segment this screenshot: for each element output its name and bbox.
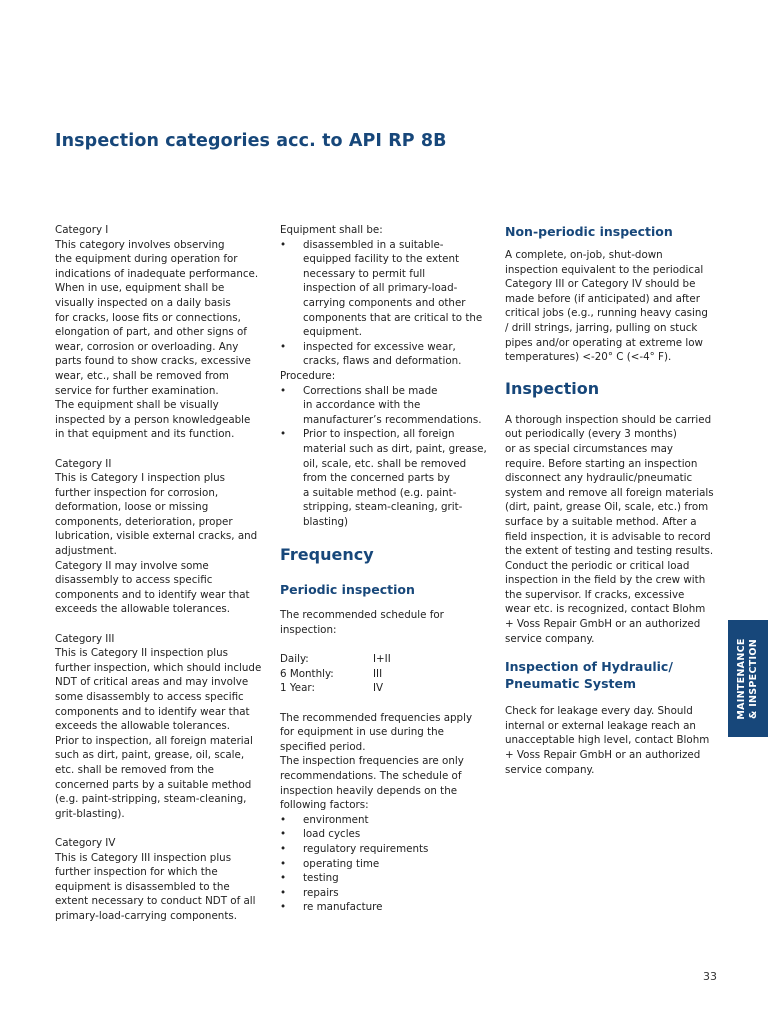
bullet-icon: • [280,842,287,855]
column-categories [55,223,270,924]
page-number: 33 [703,970,717,983]
category-4-label: Category IV [55,836,116,849]
bullet-icon: • [280,813,287,826]
list-item: • testing [280,872,339,885]
section-tab [728,620,768,737]
list-item: • re manufacture [280,901,383,914]
non-periodic-text: A complete, on-job, shut-down inspection equivalent to the periodical Category III or Category IV should be made before (if anticipated) and after critical jobs (e.g., running heavy casing / drill strings, jarring, pulling on stuck pipes and/or operating at extreme low temperatures) <-20° C (<-4° F). [505,249,708,364]
bullet-icon: • [280,828,287,841]
periodic-inspection-heading: Periodic inspection [280,582,415,598]
procedure-list [280,384,495,530]
page-title: Inspection categories acc. to API RP 8B [55,131,447,151]
category-3-label: Category III [55,632,115,645]
category-1-label: Category I [55,224,109,236]
periodic-intro: The recommended schedule for inspection: [280,609,444,637]
inspection-text: A thorough inspection should be carried out periodically (every 3 months) or as special circumstances may require. Before starting an inspection disconnect any hydraulic/pneumatic system and remove all foreign materials (dirt, paint, grease Oil, scale, etc.) from surface by a suitable method. After a field inspection, it is advisable to record the extent of testing and testing results. Conduct the periodic or critical load inspection in the field by the crew with the supervisor. If cracks, excessive wear etc. is recognized, contact Blohm + Voss Repair GmbH or an authorized service company. [505,413,714,645]
list-item: • repairs [280,886,339,899]
procedure-label: Procedure: [280,369,336,382]
column-inspection [505,223,720,777]
schedule-row: Daily: I+II [280,653,391,666]
non-periodic-heading: Non-periodic inspection [505,224,673,239]
frequency-heading: Frequency [280,545,374,565]
list-item: • operating time [280,857,380,870]
equipment-list [280,238,495,369]
list-item: • environment [280,813,369,826]
category-3-text: This is Category II inspection plus further inspection, which should include NDT of critical areas and may involve some disassembly to access specific components and to identify wear that exceeds the allowable tolerances. Prior to inspection, all foreign material such as dirt, paint, grease, oil, scale, etc. shall be removed from the concerned parts by a suitable method (e.g. paint-stripping, steam-cleaning, grit-blasting). [55,647,262,820]
bullet-icon: • [280,238,287,251]
schedule-row: 1 Year: IV [280,682,384,695]
hydraulic-heading: Inspection of Hydraulic/ Pneumatic System [505,659,673,692]
bullet-icon: • [280,872,287,885]
equipment-intro: Equipment shall be: [280,224,383,236]
bullet-icon: • [280,428,287,441]
list-item: • load cycles [280,828,361,841]
factors-list [280,813,495,915]
category-2-label: Category II [55,457,112,470]
bullet-icon: • [280,340,287,353]
schedule-row: 6 Monthly: III [280,667,383,680]
hydraulic-text: Check for leakage every day. Should internal or external leakage reach an unacceptable high level, contact Blohm + Voss Repair GmbH or an authorized service company. [505,705,710,776]
category-4-text: This is Category III inspection plus further inspection for which the equipment is disassembled to the extent necessary to conduct NDT of all primary-load-carrying components. [55,851,256,922]
list-item: • disassembled in a suitable- equipped facility to the extent necessary to permit full inspection of all primary-load- carrying components and other components that are critical to the equipment. [280,238,483,339]
inspection-heading: Inspection [505,378,600,398]
column-frequency [280,223,495,915]
bullet-icon: • [280,857,287,870]
category-2-text: This is Category I inspection plus further inspection for corrosion, deformation, loose or missing components, deterioration, proper lubrication, visible external cracks, and adjustment. Category II may involve some disassembly to access specific components and to identify wear that exceeds the allowable tolerances. [55,472,258,616]
bullet-icon: • [280,384,287,397]
category-1-text: This category involves observing the equipment during operation for indications of inadequate performance. When in use, equipment shall be visually inspected on a daily basis for cracks, loose fits or connections, elongation of part, and other signs of wear, corrosion or overloading. Any parts found to show cracks, excessive wear, etc., shall be removed from service for further examination. The equipment shall be visually inspected by a person knowledgeable in that equipment and its function. [55,238,259,441]
list-item: • inspected for excessive wear, cracks, flaws and deformation. [280,340,462,368]
bullet-icon: • [280,886,287,899]
frequency-text: The recommended frequencies apply for equipment in use during the specified period. The inspection frequencies are only recommendations. The schedule of inspection heavily depends on the following factors: [280,711,473,812]
list-item: • regulatory requirements [280,842,429,855]
list-item: • Corrections shall be made in accordance with the manufacturer’s recommendations. [280,384,482,426]
bullet-icon: • [280,901,287,914]
schedule-table [280,652,495,696]
list-item: • Prior to inspection, all foreign material such as dirt, paint, grease, oil, scale, etc. shall be removed from the concerned parts by a suitable method (e.g. paint- stripping, steam-cleaning, grit- blasting) [280,428,487,528]
section-tab-label: MAINTENANCE & INSPECTION [736,637,759,720]
